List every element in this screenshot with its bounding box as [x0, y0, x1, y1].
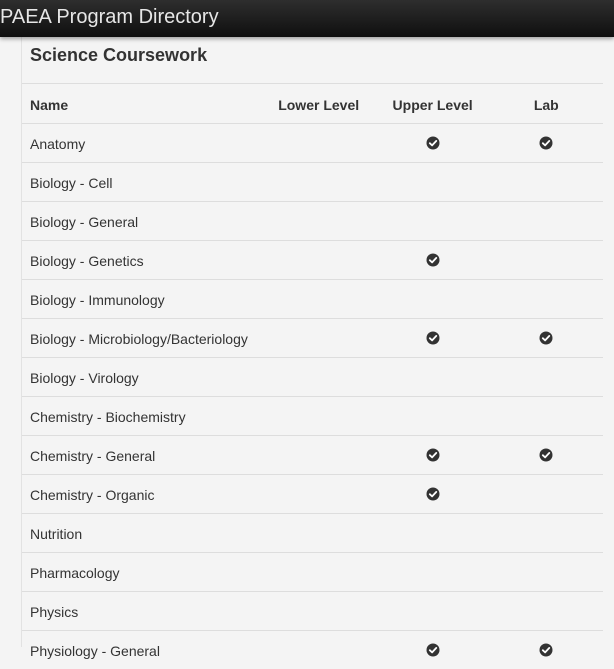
lab-cell	[490, 553, 603, 592]
upper-level-cell	[376, 280, 490, 319]
lab-cell	[490, 319, 603, 358]
lower-level-cell	[262, 553, 376, 592]
table-row	[22, 475, 603, 514]
coursework-table	[22, 83, 603, 669]
lab-cell	[490, 514, 603, 553]
upper-level-cell	[376, 358, 490, 397]
table-row	[22, 397, 603, 436]
course-name-cell: Biology - Cell	[22, 163, 262, 202]
column-header-lower-level: Lower Level	[262, 84, 376, 124]
lab-cell	[490, 124, 603, 163]
app-title: PAEA Program Directory	[0, 6, 219, 29]
lower-level-cell	[262, 280, 376, 319]
table-row	[22, 319, 603, 358]
table-row	[22, 124, 603, 163]
upper-level-cell	[376, 436, 490, 475]
lab-cell	[490, 163, 603, 202]
check-circle-icon	[426, 252, 440, 266]
course-name-cell: Chemistry - Organic	[22, 475, 262, 514]
course-name-cell: Biology - Microbiology/Bacteriology	[22, 319, 262, 358]
lab-cell	[490, 241, 603, 280]
upper-level-cell	[376, 397, 490, 436]
lower-level-cell	[262, 241, 376, 280]
course-name-cell: Chemistry - General	[22, 436, 262, 475]
lower-level-cell	[262, 592, 376, 631]
table-row	[22, 436, 603, 475]
check-circle-icon	[426, 135, 440, 149]
lab-cell	[490, 358, 603, 397]
lab-cell	[490, 592, 603, 631]
upper-level-cell	[376, 163, 490, 202]
lower-level-cell	[262, 631, 376, 669]
check-circle-icon	[539, 447, 553, 461]
table-row	[22, 553, 603, 592]
table-row	[22, 358, 603, 397]
lab-cell	[490, 202, 603, 241]
check-circle-icon	[539, 135, 553, 149]
lower-level-cell	[262, 124, 376, 163]
column-header-name: Name	[22, 84, 262, 124]
science-coursework-panel	[21, 37, 614, 647]
table-row	[22, 592, 603, 631]
upper-level-cell	[376, 124, 490, 163]
lab-cell	[490, 475, 603, 514]
table-row	[22, 280, 603, 319]
lab-cell	[490, 397, 603, 436]
upper-level-cell	[376, 631, 490, 669]
upper-level-cell	[376, 475, 490, 514]
lower-level-cell	[262, 202, 376, 241]
upper-level-cell	[376, 592, 490, 631]
check-circle-icon	[539, 642, 553, 656]
course-name-cell: Physics	[22, 592, 262, 631]
check-circle-icon	[426, 330, 440, 344]
course-name-cell: Biology - Virology	[22, 358, 262, 397]
course-name-cell: Nutrition	[22, 514, 262, 553]
app-header-bar	[0, 0, 614, 37]
table-row	[22, 631, 603, 669]
lower-level-cell	[262, 319, 376, 358]
section-title: Science Coursework	[30, 45, 207, 66]
lab-cell	[490, 280, 603, 319]
upper-level-cell	[376, 514, 490, 553]
check-circle-icon	[426, 447, 440, 461]
table-row	[22, 514, 603, 553]
course-name-cell: Biology - General	[22, 202, 262, 241]
course-name-cell: Anatomy	[22, 124, 262, 163]
column-header-upper-level: Upper Level	[376, 84, 490, 124]
upper-level-cell	[376, 241, 490, 280]
lab-cell	[490, 631, 603, 669]
column-header-lab: Lab	[490, 84, 603, 124]
course-name-cell: Pharmacology	[22, 553, 262, 592]
table-header-row	[22, 84, 603, 124]
upper-level-cell	[376, 319, 490, 358]
table-body	[22, 124, 603, 669]
check-circle-icon	[426, 486, 440, 500]
upper-level-cell	[376, 202, 490, 241]
lower-level-cell	[262, 397, 376, 436]
course-name-cell: Physiology - General	[22, 631, 262, 669]
course-name-cell: Biology - Genetics	[22, 241, 262, 280]
table-row	[22, 163, 603, 202]
upper-level-cell	[376, 553, 490, 592]
table-row	[22, 202, 603, 241]
check-circle-icon	[539, 330, 553, 344]
lower-level-cell	[262, 436, 376, 475]
lab-cell	[490, 436, 603, 475]
lower-level-cell	[262, 475, 376, 514]
course-name-cell: Chemistry - Biochemistry	[22, 397, 262, 436]
lower-level-cell	[262, 358, 376, 397]
table-row	[22, 241, 603, 280]
check-circle-icon	[426, 642, 440, 656]
lower-level-cell	[262, 163, 376, 202]
course-name-cell: Biology - Immunology	[22, 280, 262, 319]
lower-level-cell	[262, 514, 376, 553]
